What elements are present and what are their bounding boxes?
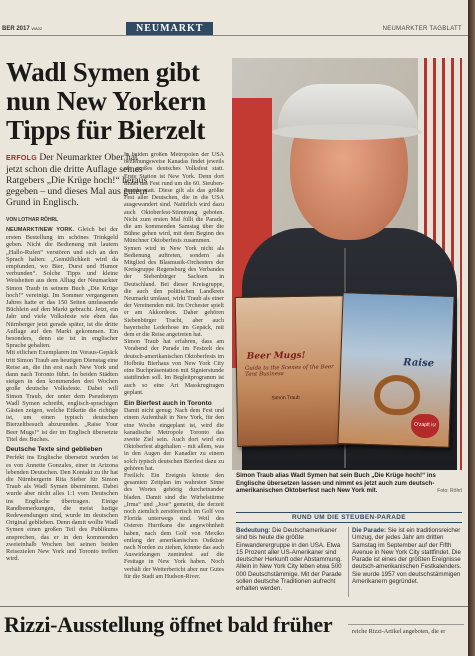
book-author: Simon Traub: [271, 394, 300, 402]
header-rule: [0, 35, 468, 36]
paragraph: Freilich: Ein Ereignis könnte den gesamten Zeitplan im wahrsten Sinne des Wortes gehörig durcheinander bladen. Damit sind die Wirbelstürme „Irma“ und „Jose“ gemeint, die derzeit noch ziemlich zerstörerisch im Golf von Florida unterwegs sind. Weil des Osteren Hurrikans die angewöhnheit haben, nach dem Golf von Mexiko entlang der amerikanischen Ostküste nach Norden zu ziehen, könnte das auch Auswirkungen zumindest auf die Festtage in New York haben. Noch verhält der Wetterbericht aber nur Gutes für die Stadt am Hudson-River.: [124, 472, 224, 580]
issue-date: BER 2017 WA02: [2, 26, 43, 32]
caption-text: Simon Traub alias Wadl Symen hat sein Buch „Die Krüge hoch!“ ins Englische übersetzen lassen und nimmt es jetzt auch zum deutsch-amerikanischen Oktoberfest nach New York mit.: [236, 472, 436, 495]
book-title: Raise: [403, 357, 435, 370]
book-subtitle: Guide to the Scenes of the Beer Tent Business: [244, 364, 334, 378]
paragraph: In beiden großen Metropolen der USA beziehungsweise Kanadas findet jeweils ein großes deutsches Volksfest statt. Erste Station ist New York. Denn dort findet das Fest rund um die 60. Steuben-Parade statt. Diese gilt als das größte Fest aller Deutschen, die in die USA ausgewandert sind. Natürlich wird dazu auch Oktoberfest-Stimmung geboten. Nicht zum ersten Mal füllt die Parade, die am kommenden Samstag über die Bühne gehen wird, mit dem Beginn des Münchner Oktoberfests zusammen.: [124, 152, 224, 245]
infobox-title: RUND UM DIE STEUBEN-PARADE: [236, 512, 462, 523]
book-cover-raise: [337, 292, 454, 448]
kicker-label: ERFOLG: [6, 155, 37, 162]
page-edge: [468, 0, 475, 656]
cap-brim: [272, 124, 422, 140]
fact-text: Sie ist ein traditionsreicher Umzug, der jedes Jahr am dritten Samstag im September auf der Fifth Avenue in New York City stattfindet. Die Parade ist eines der größten Ereignisse deutsch-amerikanischen Festkalenders. Sie wurde 1957 von deutschstämmigen Amerikanern gegründet.: [352, 527, 462, 586]
fact-text: Die Deutschamerikaner sind bis heute die größte Einwanderergruppe in den USA. Etwa 15 Prozent aller US-Amerikaner sind deutscher Herkunft oder Abstammung. Allein in New York City leben etwa 500 000 Deutschstämmige. Mit der Parade sollen deutsche Traditionen aufrecht erhalten werden.: [236, 527, 342, 593]
photo-caption: [236, 472, 462, 495]
gingerbread-heart: O'zapft is!: [411, 414, 440, 439]
article-column-1: [6, 226, 118, 598]
page-header: [0, 22, 468, 36]
dateline: NEUMARKT/NEW YORK.: [6, 227, 75, 233]
article-photo: [232, 58, 462, 470]
paragraph: Damit nicht genug: Nach dem Fest und einem Aufenthalt in New York, für den eine Woche eingeplant ist, wird die kanadische Metropole Toronto das zweite Ziel sein. Auch dort wird ein Oktoberfest abgehalten – mit allem, was in den Augen der Kanadier zu einem solch typisch deutschen Bierfest dazu zu gehören hat.: [124, 408, 224, 472]
fact-label: Bedeutung:: [236, 527, 271, 534]
section-rule: [0, 606, 468, 607]
byline: VON LOTHAR RÖHRL: [6, 217, 59, 223]
paragraph: Perfekt ins Englische übersetzt wurden ist es von Annette Gonzales, einer in Arizona lebenden Deutschen. Den Kontakt zu ihr hat die Nürnbergerin Rita Sieber für Simon Traub als Wadl Symen übernimmt. Dabei wurde aber nicht alles 1:1 vom Deutschen ins Englische übertragen. Einige Randbemerkungen, die meist lustige Redewendungen sind, wurde im deutschen Original geblieben. Denn damit wollte Wadl Symen einen großen Teil des Publikums ansprechen, das er in den kommenden zweieinhalb Wochen bei seinen beiden Reisezielen New York und Toronto treffen wird.: [6, 454, 118, 563]
section-label: NEUMARKT: [126, 22, 213, 35]
paragraph: Simon Traub hat erfahren, dass am Vorabend der Parade im Festzelt des deutsch-amerikanischen Oktoberfests im Hofbräu Bierhaus von New York City eine Buchpräsentation mit Signierstunde stattfinden soll. Im Begleitprogramm ist auch so eine Art Masskrugtragen geplant.: [124, 339, 224, 396]
next-article-headline: Rizzi-Ausstellung öffnet bald früher: [4, 612, 333, 637]
subheading: Deutsche Texte sind geblieben: [6, 446, 103, 454]
paragraph: NEUMARKT/NEW YORK. Gleich bei der ersten Bestellung im schönes Trinkgeld geben. Nicht die Bedienung mit lautem „Hallo-Rufen“ verstören und sich an den Sprach halten: „Gemütlichkeit wird da empfunden, wo Bier, Durst und Humor verbunden“. Solche Tipps und kleine Weisheiten aus dem Alltag der Neumarkter Simon Traub in seinem Buch „Die Krüge hoch!“ vereinigt. Im Sommer vergangenen Jahres hatte er das 150 Seiten umfassende Büchlein auf den Markt gebracht. Jetzt, ein Jahr und viele Volksfeste wie eben das Nürnberger jetzt gerade später, ist die dritte Auflage auf den Markt gekommen. Ein besonders, denn sie ist in englischer Sprache gehalten.: [6, 226, 118, 350]
article-column-2: [124, 152, 224, 592]
infobox-fact-parade: [352, 527, 464, 585]
subheading: Ein Bierfest auch in Toronto: [124, 399, 212, 407]
book-cover-english: [235, 295, 348, 447]
infobox-divider: [348, 527, 349, 597]
kicker-text: Der Neumarkter Ober hat jetzt schon die dritte Auflage seines Ratgebers „Die Krüge hoch!“ heraus gegeben – und dieses Mal aus gutem Grund in Englisch.: [6, 152, 148, 209]
fact-label: Die Parade:: [352, 527, 387, 534]
photo-credit: Foto: Röhrl: [437, 488, 462, 495]
article-headline: Wadl Symen gibt nun New Yorkern Tipps für Bierzelt: [6, 57, 207, 145]
pretzel-illustration: [373, 374, 420, 416]
paragraph: Mit etlichen Exemplaren im Voraus-Gepäck tritt Simon Traub am heutigen Dienstag eine Reise an, die ihn erst nach New York und dann nach Toronto führt. In beiden Städten steigen in den kommenden drei Wochen große deutsche Volksfeste. Dabei will Simon Traub, der unter dem Pseudonym Wadl Symen schreibt, englisch-sprachigen Gästen zeigen, welche Etikette die richtige ist, um einen typisch deutschen Bierzeltbesuch abzurunden. „Raise Your Beer Mugs!“ ist der im Englisch übersetzte Titel des Buches.: [6, 349, 118, 443]
column-rule: [348, 624, 464, 625]
infobox-fact-meaning: [236, 527, 346, 593]
next-article-teaser: reiche Rizzi-Artikel angeboten, die er: [352, 628, 446, 635]
paragraph: Symen wird in New York nicht als Bedienung auftreten, sondern als Mitglied des Blasmusik-Orchesters der Kreisgruppe Regensburg des Verbandes der Siebenbürger Sachsen in Deutschland. Bei dieser Kreisgruppe, die auch den politischen Landkreis Neumarkt umfasst, wirkt Traub als einer der Vereinenden mit. Im Orchester spielt er am Akkordeon. Daher gehören Siebenbürger Tracht, aber auch bayerische Lederhose im Gepäck, mit dem er die Reise angetreten hat.: [124, 245, 224, 339]
book-title: Beer Mugs!: [246, 350, 306, 362]
newspaper-name: NEUMARKTER TAGBLATT: [382, 26, 462, 32]
